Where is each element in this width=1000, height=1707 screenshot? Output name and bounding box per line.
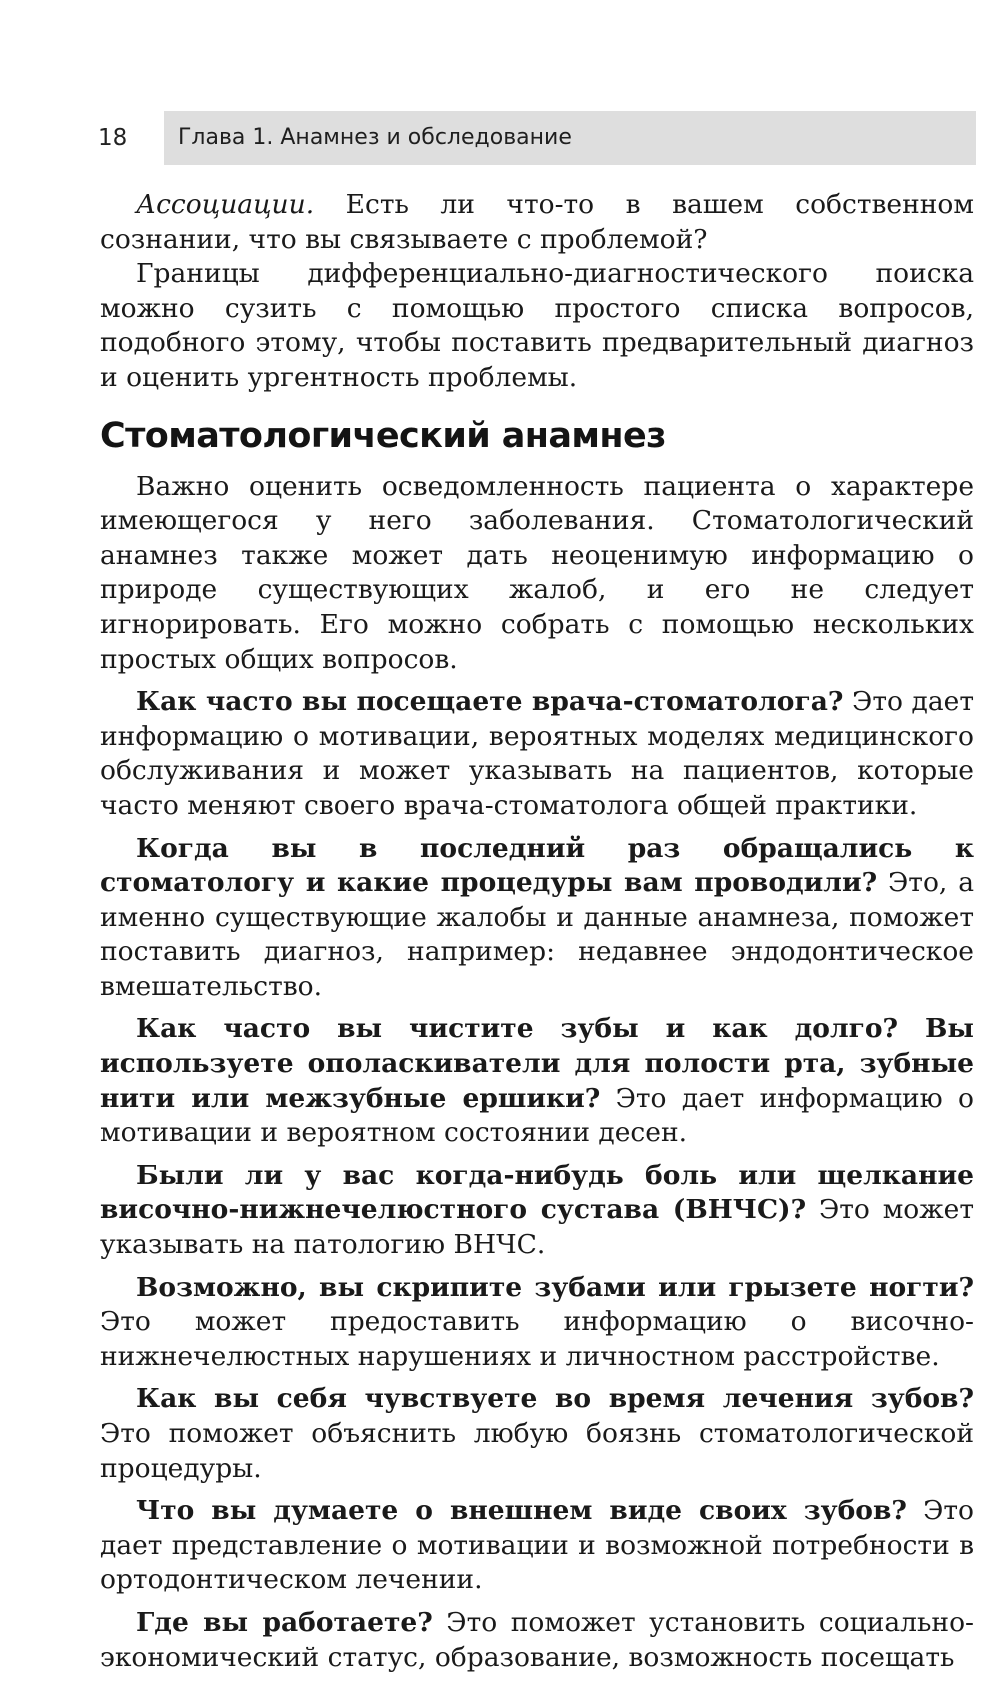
answer-text: Это может указывать на патологию ВНЧС. bbox=[100, 1194, 974, 1261]
question-text: Что вы думаете о внешнем виде своих зубов? bbox=[136, 1495, 907, 1527]
question-text: Возможно, вы скрипите зубами или грызете ногти? bbox=[136, 1271, 974, 1303]
question-text: Когда вы в последний раз обращались к стоматологу и какие процедуры вам проводили? bbox=[100, 832, 974, 899]
question-text: Как часто вы чистите зубы и как долго? Вы используете ополаскиватели для полости рта, зубные нити или межзубные ершики? bbox=[100, 1013, 974, 1114]
question-text: Где вы работаете? bbox=[136, 1606, 433, 1638]
page-number: 18 bbox=[98, 125, 128, 151]
question-paragraph-brushing bbox=[100, 1012, 974, 1150]
chapter-band bbox=[164, 111, 976, 165]
question-text: Как часто вы посещаете врача-стоматолога? bbox=[136, 686, 844, 718]
question-paragraph-visit-frequency bbox=[100, 685, 974, 823]
chapter-title: Глава 1. Анамнез и обследование bbox=[178, 125, 572, 150]
answer-text: Это может предоставить информацию о височно-нижнечелюстных нарушениях и личностном расстройстве. bbox=[100, 1306, 974, 1372]
section-heading: Стоматологический анамнез bbox=[100, 415, 666, 456]
question-paragraph-work bbox=[100, 1606, 974, 1675]
paragraph-associations bbox=[100, 188, 974, 257]
answer-text: Это, а именно существующие жалобы и данные анамнеза, поможет поставить диагноз, например: недавнее эндодонтическое вмешательство. bbox=[100, 867, 974, 1002]
answer-text: Это дает информацию о мотивации и вероятном состоянии десен. bbox=[100, 1082, 975, 1149]
paragraph-section-intro: Важно оценить осведомленность пациента о характере имеющегося у него заболевания. Стоматологический анамнез также может дать неоценимую информацию о природе существующих жалоб, и его не следует игнорировать. Его можно собрать с помощью нескольких простых общих вопросов. bbox=[100, 470, 974, 675]
answer-text: Это дает представление о мотивации и возможной потребности в ортодонтическом лечении. bbox=[100, 1495, 974, 1596]
question-paragraph-tmj bbox=[100, 1159, 974, 1263]
answer-text: Это дает информацию о мотивации, вероятных моделях медицинского обслуживания и может указывать на пациентов, которые часто меняют своего врача-стоматолога общей практики. bbox=[100, 686, 975, 821]
page-body bbox=[100, 188, 974, 1675]
question-paragraph-appearance bbox=[100, 1494, 974, 1598]
associations-text: Есть ли что-то в вашем собственном сознании, что вы связываете с проблемой? bbox=[100, 189, 974, 255]
associations-lead: Ассоциации. bbox=[136, 189, 315, 220]
paragraph-differential: Границы дифференциально-диагностического поиска можно сузить с помощью простого списка вопросов, подобного этому, чтобы поставить предварительный диагноз и оценить ургентность проблемы. bbox=[100, 258, 974, 393]
answer-text: Это поможет установить социально-экономический статус, образование, возможность посещать bbox=[100, 1606, 974, 1673]
running-header bbox=[88, 111, 976, 165]
question-text: Как вы себя чувствуете во время лечения зубов? bbox=[136, 1383, 974, 1415]
question-text: Были ли у вас когда-нибудь боль или щелкание височно-нижнечелюстного сустава (ВНЧС)? bbox=[100, 1159, 974, 1226]
question-paragraph-last-visit bbox=[100, 832, 974, 1005]
question-paragraph-bruxism bbox=[100, 1271, 974, 1375]
question-paragraph-treatment-feeling bbox=[100, 1382, 974, 1486]
answer-text: Это поможет объяснить любую боязнь стоматологической процедуры. bbox=[100, 1418, 974, 1484]
